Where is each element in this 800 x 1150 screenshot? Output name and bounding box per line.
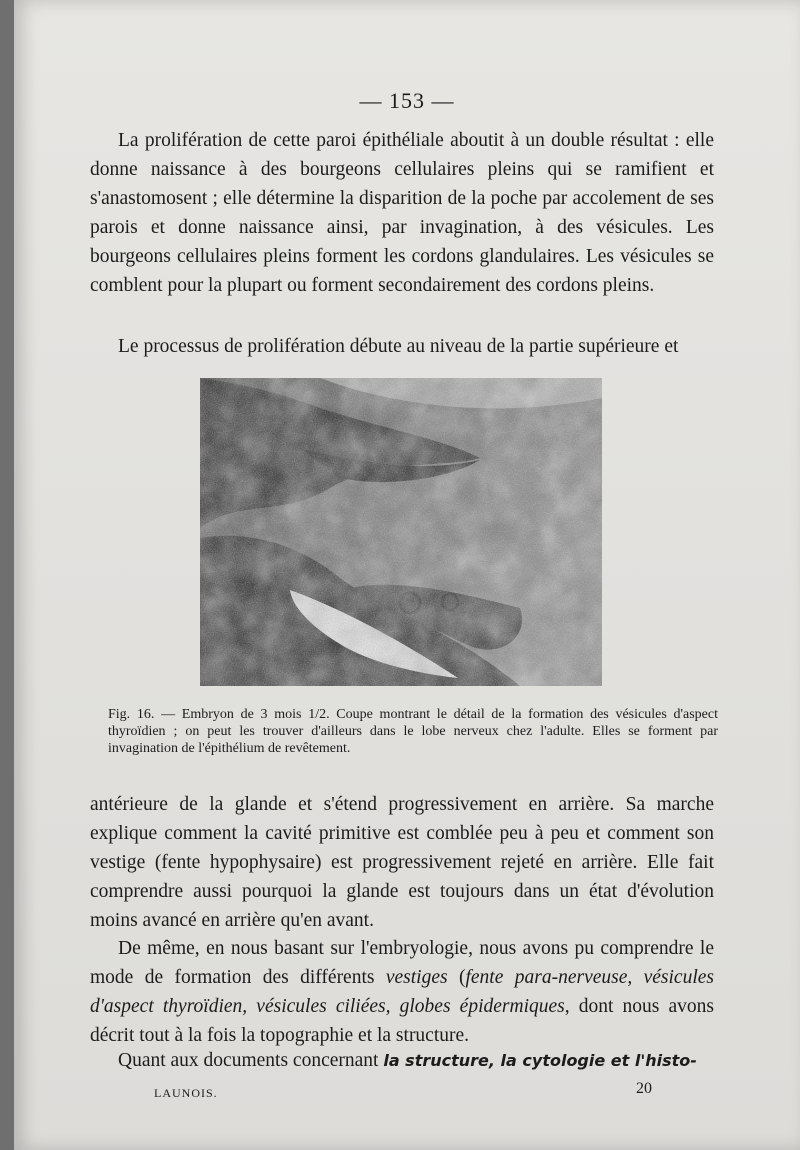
paragraph-4-text-a: De même, en nous basant sur l'embryologie, nous avons pu comprendre le mode de formation des différents bbox=[90, 938, 714, 988]
paragraph-4-paren: ( bbox=[447, 967, 466, 988]
paragraph-3: antérieure de la glande et s'étend progressivement en arrière. Sa marche explique comment la cavité primitive est comblée peu à peu et comment son vestige (fente hypophysaire) est progressivement rejeté en arrière. Elle fait comprendre aussi pourquoi la glande est toujours dans un état d'évolution moins avancé en arrière qu'en avant. bbox=[90, 794, 714, 931]
figure-caption: Fig. 16. — Embryon de 3 mois 1/2. Coupe montrant le détail de la formation des vésicules d'aspect thyroïdien ; on peut les trouver d'ailleurs dans le lobe nerveux chez l'adulte. Elles se forment par invagination de l'épithélium de revêtement. bbox=[108, 707, 718, 756]
paragraph-4 bbox=[90, 934, 714, 1050]
footer-signature: 20 bbox=[636, 1080, 652, 1097]
paragraph-4-italic-list: fente para-nerveuse, vésicules d'aspect thyroïdien, vésicules ciliées, globes épidermiques bbox=[90, 967, 714, 1017]
paragraph-4-text-e: , dont nous avons décrit tout à la fois la topographie et la structure. bbox=[90, 996, 715, 1046]
paragraph-2: Le processus de prolifération débute au niveau de la partie supérieure et bbox=[118, 336, 679, 357]
paragraph-5 bbox=[90, 1046, 714, 1075]
micrograph-figure bbox=[200, 378, 602, 686]
footer-author: LAUNOIS. bbox=[154, 1086, 218, 1100]
page-number: — 153 — bbox=[359, 88, 455, 113]
paragraph-1: La prolifération de cette paroi épithéliale aboutit à un double résultat : elle donne naissance à des bourgeons cellulaires pleins qui se ramifient et s'anastomosent ; elle détermine la disparition de la poche par accolement de ses parois et donne naissance ainsi, par invagination, à des vésicules. Les bourgeons cellulaires pleins forment les cordons glandulaires. Les vésicules se comblent pour la plupart ou forment secondairement des cordons pleins. bbox=[90, 130, 714, 296]
paragraph-5-bold-italic: la structure, la cytologie et l'histo- bbox=[383, 1051, 697, 1070]
paragraph-4-vestiges: vestiges bbox=[385, 967, 448, 988]
paragraph-5-text-a: Quant aux documents concernant bbox=[118, 1050, 384, 1071]
micrograph-image bbox=[200, 378, 602, 686]
book-page bbox=[14, 0, 800, 1150]
